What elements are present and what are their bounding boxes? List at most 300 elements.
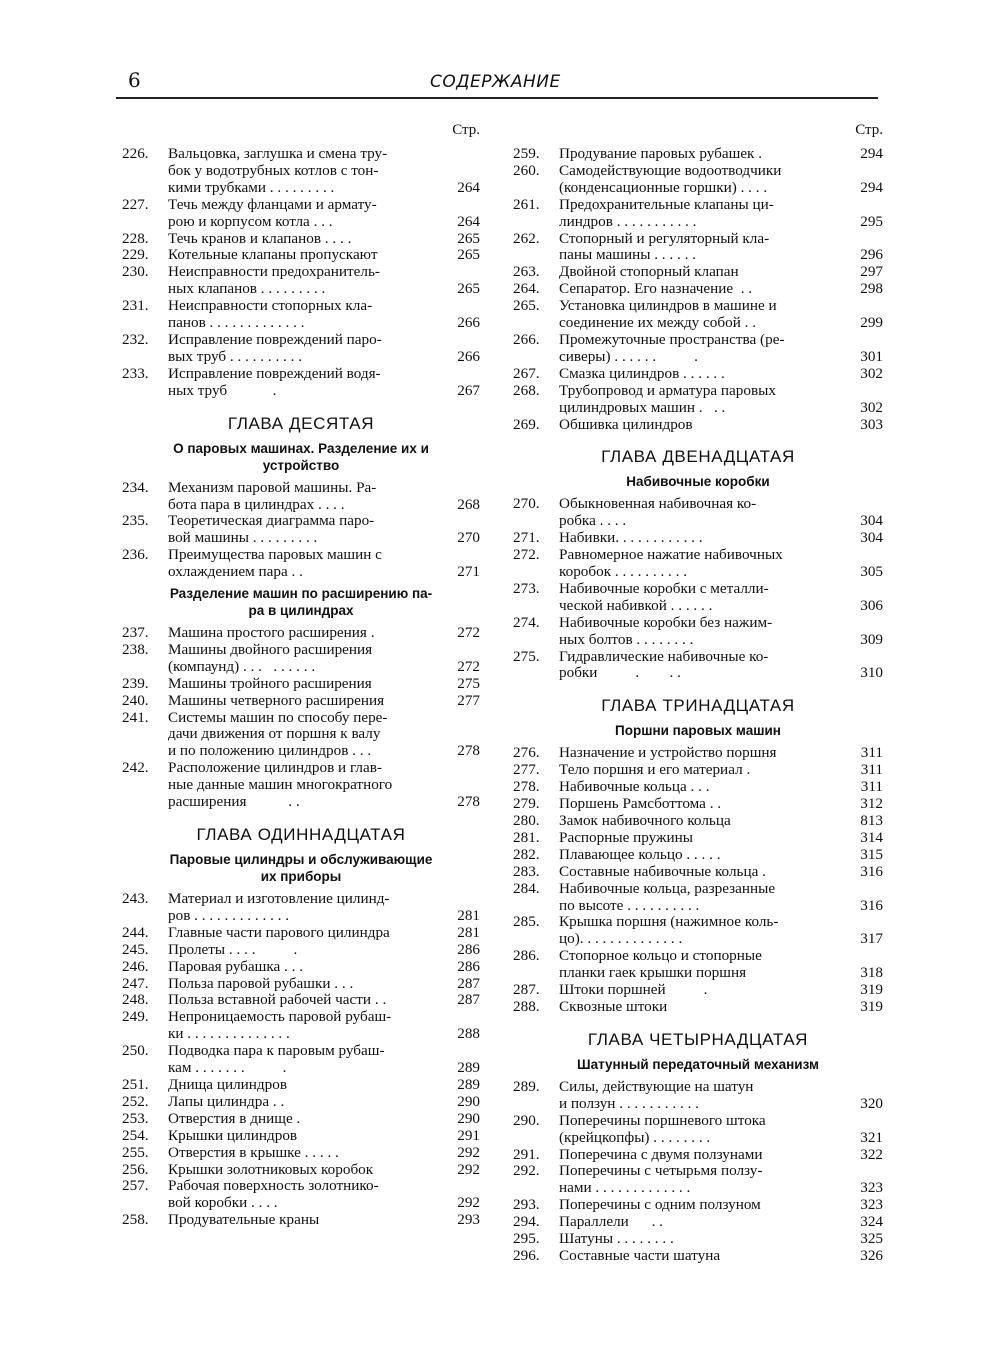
entry-page: 265 xyxy=(457,280,480,298)
toc-entry xyxy=(513,383,883,417)
entry-title: Равномерное нажатие набивочных коробок . . . . . . . . . . xyxy=(559,546,783,581)
entry-page: 813 xyxy=(860,812,883,829)
entry-title: Плавающее кольцо . . . . . xyxy=(559,845,721,863)
entry-page: 272 xyxy=(457,624,480,642)
entry-title: Тело поршня и его материал . xyxy=(559,761,751,779)
entry-number: 240. xyxy=(122,691,149,709)
toc-entry xyxy=(513,830,883,847)
toc-entry xyxy=(122,1094,480,1111)
toc-entry xyxy=(122,366,480,400)
toc-entry xyxy=(513,615,883,649)
entry-number: 246. xyxy=(122,957,149,975)
toc-entry xyxy=(513,298,883,332)
section-heading: Разделение машин по расширению па- ра в цилиндрах xyxy=(169,586,433,619)
toc-entry xyxy=(513,417,883,434)
entry-page: 286 xyxy=(457,957,480,975)
entry-number: 270. xyxy=(513,495,540,513)
entry-number: 264. xyxy=(513,280,540,298)
entry-page: 265 xyxy=(457,246,480,264)
entry-page: 315 xyxy=(860,845,883,863)
entry-page: 290 xyxy=(457,1092,480,1110)
toc-entry xyxy=(513,547,883,581)
entry-number: 256. xyxy=(122,1160,149,1178)
entry-number: 255. xyxy=(122,1143,149,1161)
entry-page: 267 xyxy=(457,381,480,399)
toc-entry xyxy=(122,1043,480,1077)
entry-title: Предохранительные клапаны ци- линдров . . . . . . . . . . . xyxy=(559,195,774,230)
entry-number: 237. xyxy=(122,624,149,642)
entry-title: Польза вставной рабочей части . . xyxy=(168,991,387,1009)
entry-page: 304 xyxy=(860,529,883,547)
chapter-heading: ГЛАВА ОДИННАДЦАТАЯ xyxy=(196,825,406,844)
header-rule xyxy=(116,97,878,99)
toc-entry xyxy=(122,1212,480,1229)
entry-page: 292 xyxy=(457,1143,480,1161)
toc-entry xyxy=(513,745,883,762)
entry-title: Сквозные штоки xyxy=(559,997,668,1015)
running-title: СОДЕРЖАНИЕ xyxy=(430,72,561,92)
entry-title: Смазка цилиндров . . . . . . xyxy=(559,364,725,382)
entry-number: 260. xyxy=(513,161,540,179)
entry-page: 293 xyxy=(457,1211,480,1229)
entry-number: 247. xyxy=(122,974,149,992)
right-toc-body xyxy=(513,146,883,1265)
entry-number: 230. xyxy=(122,263,149,281)
entry-number: 235. xyxy=(122,512,149,530)
entry-page: 277 xyxy=(457,691,480,709)
entry-page: 272 xyxy=(457,657,480,675)
entry-page: 305 xyxy=(860,563,883,581)
entry-number: 287. xyxy=(513,981,540,999)
entry-number: 278. xyxy=(513,778,540,796)
entry-title: Трубопровод и арматура паровых цилиндровых машин . . . xyxy=(559,381,776,416)
entry-number: 267. xyxy=(513,364,540,382)
entry-title: Поперечины с четырьмя ползу- нами . . . . . . . . . . . . . xyxy=(559,1162,763,1197)
entry-number: 289. xyxy=(513,1077,540,1095)
entry-title: Промежуточные пространства (ре- сиверы) . . . . . . . xyxy=(559,330,785,365)
entry-number: 245. xyxy=(122,940,149,958)
entry-number: 226. xyxy=(122,145,149,162)
toc-entry xyxy=(513,982,883,999)
entry-title: Исправление повреждений водя- ных труб . xyxy=(168,364,381,399)
entry-title: Лапы цилиндра . . xyxy=(168,1092,285,1110)
left-column xyxy=(122,116,480,1229)
toc-entry xyxy=(513,999,883,1016)
entry-number: 266. xyxy=(513,330,540,348)
entry-number: 239. xyxy=(122,674,149,692)
entry-page: 310 xyxy=(860,664,883,682)
entry-title: Набивки. . . . . . . . . . . . xyxy=(559,529,703,547)
toc-entry xyxy=(513,197,883,231)
entry-title: Непроницаемость паровой рубаш- ки . . . . . . . . . . . . . . xyxy=(168,1008,392,1043)
entry-title: Машины четверного расширения xyxy=(168,691,385,709)
entry-number: 295. xyxy=(513,1230,540,1248)
entry-number: 263. xyxy=(513,263,540,281)
chapter-heading: ГЛАВА ДВЕНАДЦАТАЯ xyxy=(601,447,795,467)
entry-title: Составные набивочные кольца . xyxy=(559,862,766,880)
entry-number: 276. xyxy=(513,744,540,762)
entry-number: 288. xyxy=(513,997,540,1015)
toc-entry xyxy=(122,480,480,514)
entry-page: 306 xyxy=(860,596,883,614)
entry-title: Теоретическая диаграмма паро- вой машины . . . . . . . . . xyxy=(168,512,375,547)
entry-number: 241. xyxy=(122,708,149,726)
entry-page: 278 xyxy=(457,742,480,760)
entry-title: Установка цилиндров в машине и соединение их между собой . . xyxy=(559,297,777,332)
section-heading: О паровых машинах. Разделение их и устройство xyxy=(173,440,429,473)
entry-title: Поперечины поршневого штока (крейцкопфы) . . . . . . . . xyxy=(559,1111,766,1146)
entry-page: 322 xyxy=(860,1145,883,1163)
toc-entry xyxy=(122,959,480,976)
entry-number: 292. xyxy=(513,1162,540,1180)
entry-page: 319 xyxy=(860,981,883,999)
toc-entry xyxy=(513,796,883,813)
entry-title: Неисправности стопорных кла- панов . . . . . . . . . . . . . xyxy=(168,297,373,332)
entry-number: 274. xyxy=(513,613,540,631)
entry-number: 248. xyxy=(122,991,149,1009)
entry-number: 244. xyxy=(122,923,149,941)
entry-page: 286 xyxy=(457,940,480,958)
entry-number: 257. xyxy=(122,1177,149,1195)
entry-page: 314 xyxy=(860,828,883,846)
entry-number: 273. xyxy=(513,579,540,597)
entry-number: 234. xyxy=(122,478,149,496)
entry-page: 302 xyxy=(860,398,883,416)
chapter-heading: ГЛАВА ДЕСЯТАЯ xyxy=(227,413,375,433)
entry-page: 317 xyxy=(860,930,883,948)
entry-number: 251. xyxy=(122,1075,149,1093)
entry-page: 304 xyxy=(860,512,883,530)
entry-number: 286. xyxy=(513,947,540,965)
entry-number: 296. xyxy=(513,1246,540,1264)
toc-entry xyxy=(513,1113,883,1147)
toc-entry xyxy=(122,146,480,197)
entry-page: 265 xyxy=(457,229,480,247)
entry-page: 268 xyxy=(457,495,480,513)
entry-page: 296 xyxy=(860,246,883,264)
entry-page: 294 xyxy=(860,178,883,196)
entry-page: 294 xyxy=(860,145,883,162)
entry-title: Машина простого расширения . xyxy=(168,624,375,642)
entry-number: 272. xyxy=(513,546,540,564)
entry-page: 297 xyxy=(860,263,883,281)
toc-entry xyxy=(513,496,883,530)
entry-page: 323 xyxy=(860,1196,883,1214)
entry-number: 280. xyxy=(513,812,540,829)
entry-title: Котельные клапаны пропускают xyxy=(168,246,378,264)
page-column-header: Стр. xyxy=(452,122,480,138)
page-column-header: Стр. xyxy=(855,122,883,138)
entry-page: 311 xyxy=(860,761,883,779)
entry-page: 312 xyxy=(860,795,883,813)
entry-title: Течь кранов и клапанов . . . . xyxy=(168,229,352,247)
entry-page: 264 xyxy=(457,178,480,196)
entry-title: Обыкновенная набивочная ко- робка . . . . xyxy=(559,495,757,530)
entry-page: 266 xyxy=(457,347,480,365)
toc-entry xyxy=(122,332,480,366)
entry-number: 293. xyxy=(513,1196,540,1214)
entry-number: 279. xyxy=(513,795,540,813)
toc-entry xyxy=(513,779,883,796)
toc-entry xyxy=(513,1231,883,1248)
entry-number: 229. xyxy=(122,246,149,264)
entry-title: Набивочные коробки с металли- ческой набивкой . . . . . . xyxy=(559,579,769,614)
entry-page: 281 xyxy=(457,906,480,924)
toc-entry xyxy=(122,247,480,264)
entry-number: 275. xyxy=(513,647,540,665)
entry-number: 254. xyxy=(122,1126,149,1144)
toc-entry xyxy=(122,513,480,547)
toc-entry xyxy=(513,847,883,864)
entry-number: 252. xyxy=(122,1092,149,1110)
toc-entry xyxy=(513,813,883,830)
entry-title: Сепаратор. Его назначение . . xyxy=(559,280,753,298)
entry-title: Отверстия в днище . xyxy=(168,1109,301,1127)
toc-entry xyxy=(122,942,480,959)
entry-title: Поперечины с одним ползуном xyxy=(559,1196,761,1214)
entry-title: Крышки золотниковых коробок xyxy=(168,1160,374,1178)
entry-title: Составные части шатуна xyxy=(559,1246,721,1264)
entry-number: 253. xyxy=(122,1109,149,1127)
entry-page: 292 xyxy=(457,1194,480,1212)
entry-page: 303 xyxy=(860,415,883,433)
entry-title: Набивочные кольца, разрезанные по высоте . . . . . . . . . . xyxy=(559,879,776,914)
toc-entry xyxy=(513,864,883,881)
entry-title: Силы, действующие на шатун и ползун . . . . . . . . . . . xyxy=(559,1077,754,1112)
toc-entry xyxy=(122,1178,480,1212)
toc-entry xyxy=(122,710,480,761)
entry-page: 311 xyxy=(860,778,883,796)
entry-number: 238. xyxy=(122,640,149,658)
entry-title: Параллели . . xyxy=(559,1213,663,1231)
entry-number: 283. xyxy=(513,862,540,880)
page-number: 6 xyxy=(128,68,141,92)
toc-entry xyxy=(122,547,480,581)
entry-page: 281 xyxy=(457,923,480,941)
section-heading: Поршни паровых машин xyxy=(615,723,781,739)
entry-title: Машины тройного расширения xyxy=(168,674,372,692)
entry-title: Поршень Рамсботтома . . xyxy=(559,795,722,813)
entry-page: 326 xyxy=(860,1246,883,1264)
entry-page: 320 xyxy=(860,1094,883,1112)
entry-number: 231. xyxy=(122,297,149,315)
entry-number: 291. xyxy=(513,1145,540,1163)
entry-page: 266 xyxy=(457,314,480,332)
toc-entry xyxy=(122,197,480,231)
entry-number: 261. xyxy=(513,195,540,213)
entry-page: 319 xyxy=(860,997,883,1015)
entry-title: Набивочные кольца . . . xyxy=(559,778,710,796)
entry-number: 242. xyxy=(122,759,149,777)
entry-page: 264 xyxy=(457,212,480,230)
left-toc-body xyxy=(122,146,480,1229)
entry-number: 233. xyxy=(122,364,149,382)
toc-entry xyxy=(513,762,883,779)
toc-entry xyxy=(513,332,883,366)
entry-number: 281. xyxy=(513,828,540,846)
entry-title: Крышка поршня (нажимное коль- цо). . . . . . . . . . . . . . xyxy=(559,913,779,948)
entry-title: Механизм паровой машины. Ра- бота пара в цилиндрах . . . . xyxy=(168,478,377,513)
toc-entry xyxy=(513,281,883,298)
entry-page: 287 xyxy=(457,991,480,1009)
entry-title: Материал и изготовление цилинд- ров . . . . . . . . . . . . . xyxy=(168,890,390,924)
entry-title: Продувательные краны xyxy=(168,1211,320,1229)
entry-page: 289 xyxy=(457,1059,480,1077)
entry-page: 325 xyxy=(860,1230,883,1248)
entry-page: 321 xyxy=(860,1128,883,1146)
entry-page: 324 xyxy=(860,1213,883,1231)
toc-entry xyxy=(122,1128,480,1145)
entry-page: 301 xyxy=(860,347,883,365)
entry-title: Набивочные коробки без нажим- ных болтов . . . . . . . . xyxy=(559,613,773,648)
entry-title: Отверстия в крышке . . . . . xyxy=(168,1143,339,1161)
entry-title: Паровая рубашка . . . xyxy=(168,957,304,975)
entry-title: Штоки поршней . xyxy=(559,981,708,999)
entry-title: Днища цилиндров xyxy=(168,1075,288,1093)
toc-entry xyxy=(513,1147,883,1164)
toc-entry xyxy=(122,760,480,811)
entry-title: Течь между фланцами и армату- рою и корпусом котла . . . xyxy=(168,195,377,230)
entry-title: Системы машин по способу пере- дачи движения от поршня к валу и по положению цилиндров . . . xyxy=(168,708,388,760)
entry-title: Неисправности предохранитель- ных клапанов . . . . . . . . . xyxy=(168,263,380,298)
entry-number: 284. xyxy=(513,879,540,897)
toc-entry xyxy=(513,231,883,265)
toc-entry xyxy=(122,992,480,1009)
entry-number: 294. xyxy=(513,1213,540,1231)
toc-entry xyxy=(122,625,480,642)
entry-title: Продувание паровых рубашек . xyxy=(559,145,763,162)
entry-title: Стопорный и регуляторный кла- паны машины . . . . . . xyxy=(559,229,770,264)
entry-title: Обшивка цилиндров xyxy=(559,415,693,433)
toc-entry xyxy=(122,298,480,332)
toc-entry xyxy=(513,1197,883,1214)
entry-number: 268. xyxy=(513,381,540,399)
entry-page: 287 xyxy=(457,974,480,992)
entry-title: Замок набивочного кольца xyxy=(559,812,731,829)
toc-entry xyxy=(122,1145,480,1162)
toc-entry xyxy=(513,1214,883,1231)
toc-entry xyxy=(122,925,480,942)
entry-title: Рабочая поверхность золотнико- вой коробки . . . . xyxy=(168,1177,379,1212)
entry-page: 288 xyxy=(457,1025,480,1043)
entry-title: Крышки цилиндров xyxy=(168,1126,298,1144)
toc-entry xyxy=(122,891,480,925)
entry-title: Шатуны . . . . . . . . xyxy=(559,1230,674,1248)
entry-title: Двойной стопорный клапан xyxy=(559,263,739,281)
entry-title: Самодействующие водоотводчики (конденсационные горшки) . . . . xyxy=(559,161,782,196)
toc-entry xyxy=(122,976,480,993)
entry-title: Пролеты . . . . . xyxy=(168,940,298,958)
entry-number: 227. xyxy=(122,195,149,213)
toc-entry xyxy=(513,649,883,683)
entry-page: 309 xyxy=(860,630,883,648)
entry-title: Преимущества паровых машин с охлаждением пара . . xyxy=(168,546,382,581)
section-heading: Набивочные коробки xyxy=(626,474,770,490)
entry-page: 278 xyxy=(457,793,480,811)
toc-entry xyxy=(122,1077,480,1094)
chapter-heading: ГЛАВА ТРИНАДЦАТАЯ xyxy=(601,696,795,716)
entry-title: Назначение и устройство поршня xyxy=(559,744,777,762)
entry-title: Главные части парового цилиндра xyxy=(168,923,390,941)
section-heading: Шатунный передаточный механизм xyxy=(577,1056,819,1072)
right-column xyxy=(513,116,883,1265)
entry-number: 249. xyxy=(122,1008,149,1026)
entry-title: Гидравлические набивочные ко- робки . . . xyxy=(559,647,769,682)
toc-entry xyxy=(513,1248,883,1265)
entry-number: 285. xyxy=(513,913,540,931)
entry-title: Распорные пружины xyxy=(559,828,693,846)
entry-number: 259. xyxy=(513,145,540,162)
entry-page: 311 xyxy=(860,744,883,762)
section-heading: Паровые цилиндры и обслуживающие их приборы xyxy=(169,852,433,884)
entry-number: 236. xyxy=(122,546,149,564)
entry-page: 290 xyxy=(457,1109,480,1127)
toc-entry xyxy=(513,948,883,982)
entry-title: Расположение цилиндров и глав- ные данные машин многократного расширения . . xyxy=(168,759,393,811)
toc-entry xyxy=(122,1009,480,1043)
entry-page: 298 xyxy=(860,280,883,298)
entry-number: 282. xyxy=(513,845,540,863)
entry-title: Польза паровой рубашки . . . xyxy=(168,974,354,992)
entry-page: 302 xyxy=(860,364,883,382)
entry-page: 323 xyxy=(860,1179,883,1197)
entry-number: 243. xyxy=(122,890,149,907)
entry-number: 277. xyxy=(513,761,540,779)
entry-page: 270 xyxy=(457,529,480,547)
toc-entry xyxy=(122,1162,480,1179)
chapter-heading: ГЛАВА ЧЕТЫРНАДЦАТАЯ xyxy=(587,1029,809,1049)
toc-entry xyxy=(122,1111,480,1128)
toc-entry xyxy=(122,264,480,298)
entry-page: 316 xyxy=(860,862,883,880)
entry-number: 228. xyxy=(122,229,149,247)
entry-number: 262. xyxy=(513,229,540,247)
entry-page: 299 xyxy=(860,314,883,332)
entry-number: 269. xyxy=(513,415,540,433)
entry-title: Подводка пара к паровым рубаш- кам . . . . . . . . xyxy=(168,1042,385,1077)
toc-entry xyxy=(513,163,883,197)
entry-page: 289 xyxy=(457,1075,480,1093)
toc-entry xyxy=(513,881,883,915)
toc-entry xyxy=(513,530,883,547)
entry-number: 232. xyxy=(122,330,149,348)
entry-number: 271. xyxy=(513,529,540,547)
toc-entry xyxy=(122,693,480,710)
entry-page: 271 xyxy=(457,563,480,581)
entry-number: 250. xyxy=(122,1042,149,1060)
entry-page: 295 xyxy=(860,212,883,230)
toc-entry xyxy=(513,146,883,163)
entry-title: Поперечина с двумя ползунами xyxy=(559,1145,763,1163)
entry-title: Вальцовка, заглушка и смена тру- бок у водотрубных котлов с тон- кими трубками . . . . . . . . . xyxy=(168,145,388,196)
toc-entry xyxy=(513,366,883,383)
toc-entry xyxy=(513,264,883,281)
entry-page: 292 xyxy=(457,1160,480,1178)
entry-title: Стопорное кольцо и стопорные планки гаек крышки поршня xyxy=(559,947,762,982)
entry-title: Исправление повреждений паро- вых труб . . . . . . . . . . xyxy=(168,330,382,365)
entry-number: 258. xyxy=(122,1211,149,1229)
entry-page: 316 xyxy=(860,896,883,914)
toc-entry xyxy=(513,914,883,948)
toc-entry xyxy=(513,1079,883,1113)
toc-entry xyxy=(513,581,883,615)
toc-entry xyxy=(122,231,480,248)
entry-number: 265. xyxy=(513,297,540,315)
entry-page: 275 xyxy=(457,674,480,692)
entry-page: 318 xyxy=(860,964,883,982)
toc-entry xyxy=(122,676,480,693)
entry-title: Машины двойного расширения (компаунд) . . . . . . . . . xyxy=(168,640,373,675)
